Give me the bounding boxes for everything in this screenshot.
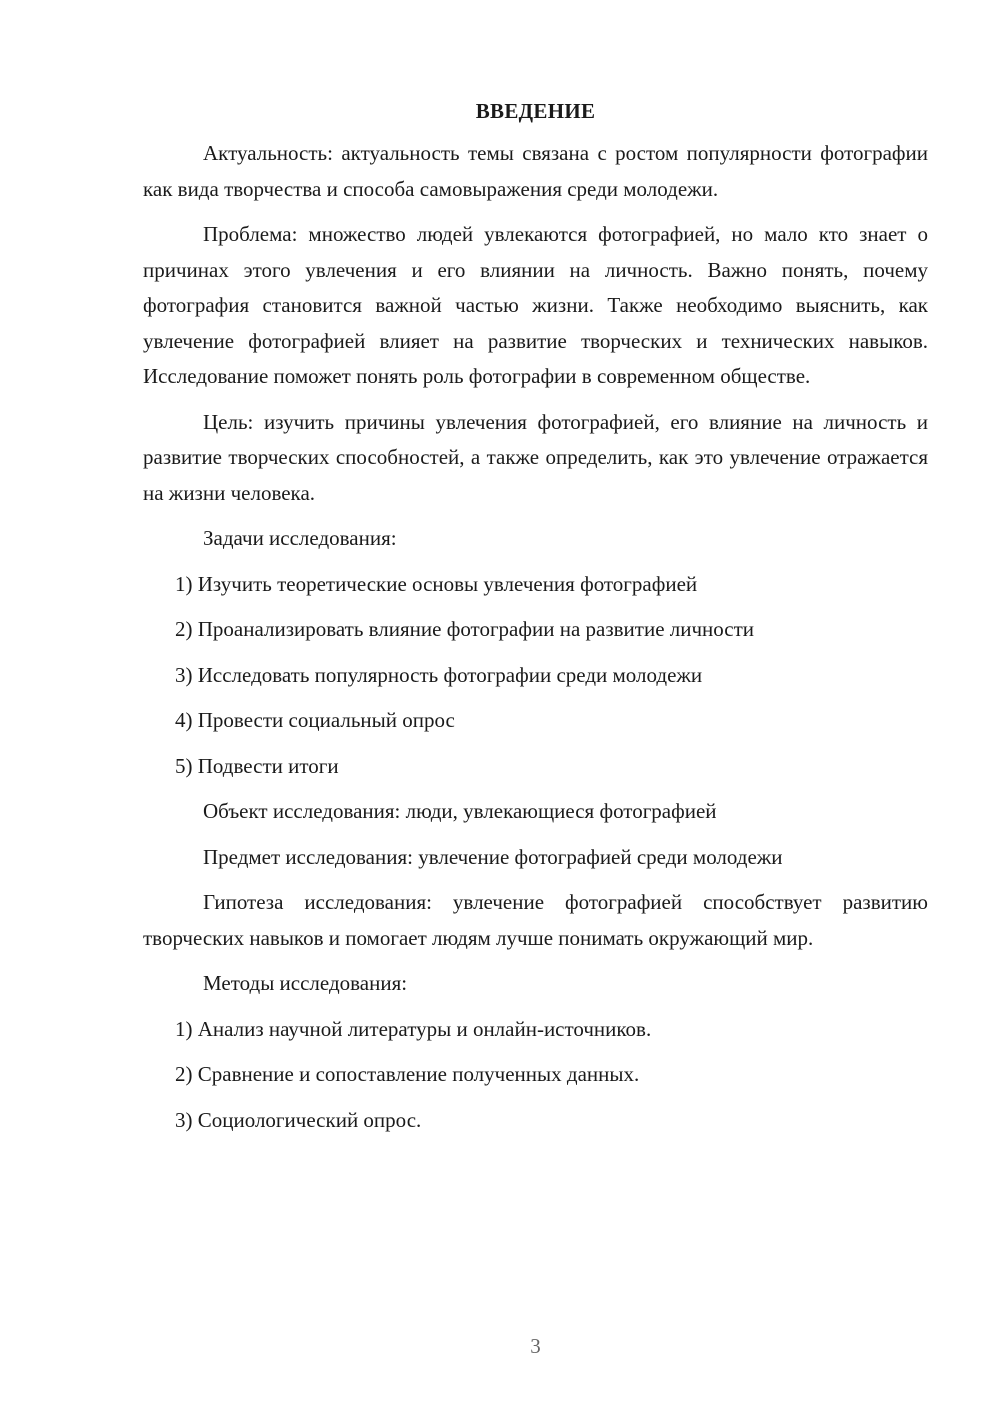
tasks-heading: Задачи исследования:	[203, 526, 397, 550]
methods-heading: Методы исследования:	[203, 971, 408, 995]
method-item: 3) Социологический опрос.	[175, 1107, 422, 1132]
methods-list	[143, 1012, 928, 1139]
goal-paragraph: Цель: изучить причины увлечения фотографией, его влияние на личность и развитие творческих способностей, а также определить, как это увлечение отражается на жизни человека.	[143, 409, 928, 505]
subject-line: Предмет исследования: увлечение фотографией среди молодежи	[203, 844, 783, 869]
page-title: ВВЕДЕНИЕ	[475, 99, 596, 123]
tasks-list	[143, 567, 928, 785]
task-item: 3) Исследовать популярность фотографии среди молодежи	[175, 662, 703, 687]
relevance-paragraph: Актуальность: актуальность темы связана с ростом популярности фотографии как вида творчества и способа самовыражения среди молодежи.	[143, 141, 928, 201]
task-item: 2) Проанализировать влияние фотографии на развитие личности	[175, 617, 755, 641]
problem-paragraph: Проблема: множество людей увлекаются фотографией, но мало кто знает о причинах этого увлечения и его влиянии на личность. Важно понять, почему фотография становится важной частью жизни. Также необходимо выяснить, как увлечение фотографией влияет на развитие творческих и технических навыков. Исследование поможет понять роль фотографии в современном обществе.	[143, 222, 928, 388]
page-number: 3	[530, 1334, 541, 1358]
document-page	[143, 96, 928, 1148]
hypothesis-paragraph: Гипотеза исследования: увлечение фотографией способствует развитию творческих навыков и помогает людям лучше понимать окружающий мир.	[143, 890, 928, 950]
object-line: Объект исследования: люди, увлекающиеся фотографией	[203, 799, 717, 823]
task-item: 1) Изучить теоретические основы увлечения фотографией	[175, 571, 698, 596]
method-item: 1) Анализ научной литературы и онлайн-источников.	[175, 1016, 652, 1041]
task-item: 4) Провести социальный опрос	[175, 708, 455, 732]
task-item: 5) Подвести итоги	[175, 753, 339, 778]
method-item: 2) Сравнение и сопоставление полученных данных.	[175, 1062, 640, 1086]
